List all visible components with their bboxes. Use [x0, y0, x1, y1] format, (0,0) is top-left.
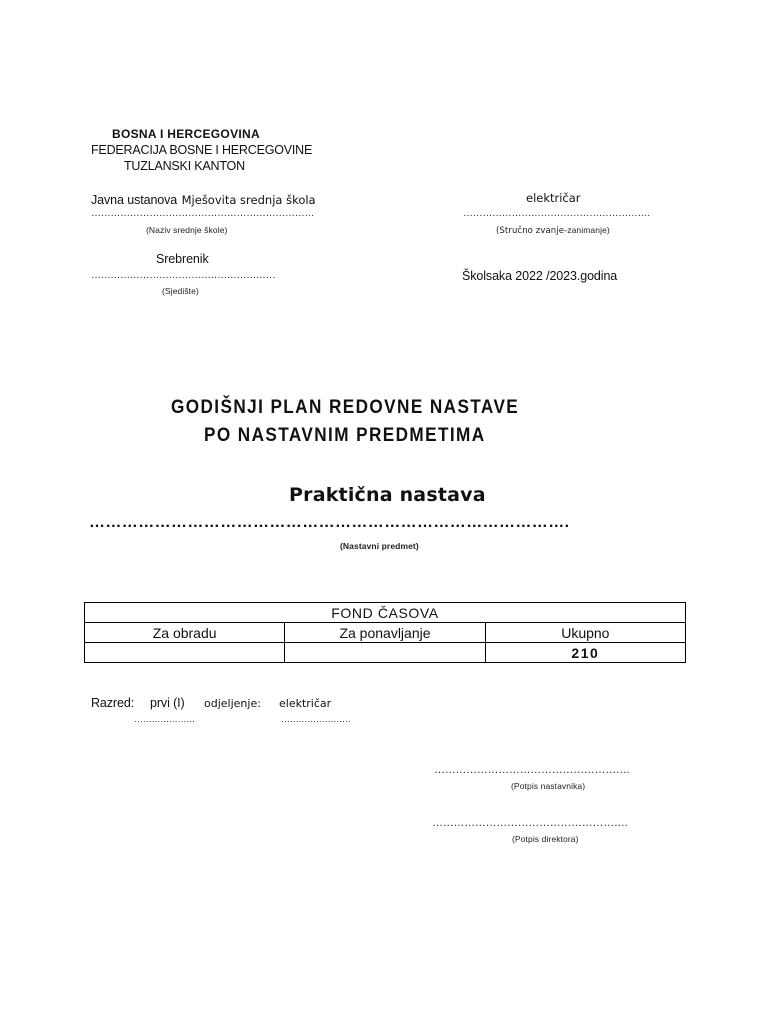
fond-value-ponavljanje [285, 643, 485, 663]
odjeljenje-value: električar [279, 697, 332, 710]
odjeljenje-dots: …………………… [281, 714, 351, 724]
fond-header: FOND ČASOVA [85, 603, 686, 623]
fond-col-ponavljanje: Za ponavljanje [285, 623, 485, 643]
seat-dots: ………………………………………………… [91, 270, 276, 281]
header-canton: TUZLANSKI KANTON [124, 159, 245, 173]
school-name-caption: (Naziv srednje škole) [146, 225, 228, 235]
fond-columns-row [85, 623, 686, 643]
school-year: Školsaka 2022 /2023.godina [462, 269, 618, 283]
teacher-signature-line: ………………………………………………. [434, 764, 630, 776]
razred-dots: ………………… [134, 714, 195, 724]
odjeljenje-label: odjeljenje: [204, 697, 261, 710]
document-title-line2: PO NASTAVNIM PREDMETIMA [204, 424, 486, 446]
fond-value-obrada [85, 643, 285, 663]
subject-caption: (Nastavni predmet) [340, 541, 419, 551]
subject-dots: ……………………………………………………………………………. [89, 514, 570, 531]
profession-caption [496, 225, 610, 236]
profession-value: električar [526, 191, 581, 205]
razred-value: prvi (I) [150, 696, 185, 710]
profession-caption-part1: (Stručno zvanje- [496, 226, 568, 236]
profession-dots: …………………………………………………. [463, 208, 650, 219]
school-prefix: Javna ustanova [91, 193, 178, 207]
teacher-signature-caption: (Potpis nastavnika) [511, 781, 586, 791]
seat-caption: (Sjedište) [162, 286, 199, 296]
razred-label: Razred: [91, 696, 135, 710]
header-country: BOSNA I HERCEGOVINA [112, 127, 260, 141]
fond-col-obrada: Za obradu [85, 623, 285, 643]
school-name-line [91, 191, 316, 209]
header-federation: FEDERACIJA BOSNE I HERCEGOVINE [91, 143, 313, 157]
director-signature-line: ………………………………………………. [432, 817, 628, 829]
subject-name: Praktična nastava [289, 484, 486, 506]
director-signature-caption: (Potpis direktora) [512, 834, 579, 844]
fond-table [84, 602, 686, 663]
fond-values-row [85, 643, 686, 663]
school-name: Mješovita srednja škola [181, 193, 316, 207]
fond-value-ukupno: 210 [485, 643, 685, 663]
school-name-dots: …………………………………………………………… [91, 208, 315, 219]
fond-col-ukupno: Ukupno [485, 623, 685, 643]
fond-header-row [85, 603, 686, 623]
document-title-line1: GODIŠNJI PLAN REDOVNE NASTAVE [171, 396, 520, 418]
profession-caption-part2: zanimanje) [567, 225, 610, 235]
seat-value: Srebrenik [156, 252, 209, 266]
